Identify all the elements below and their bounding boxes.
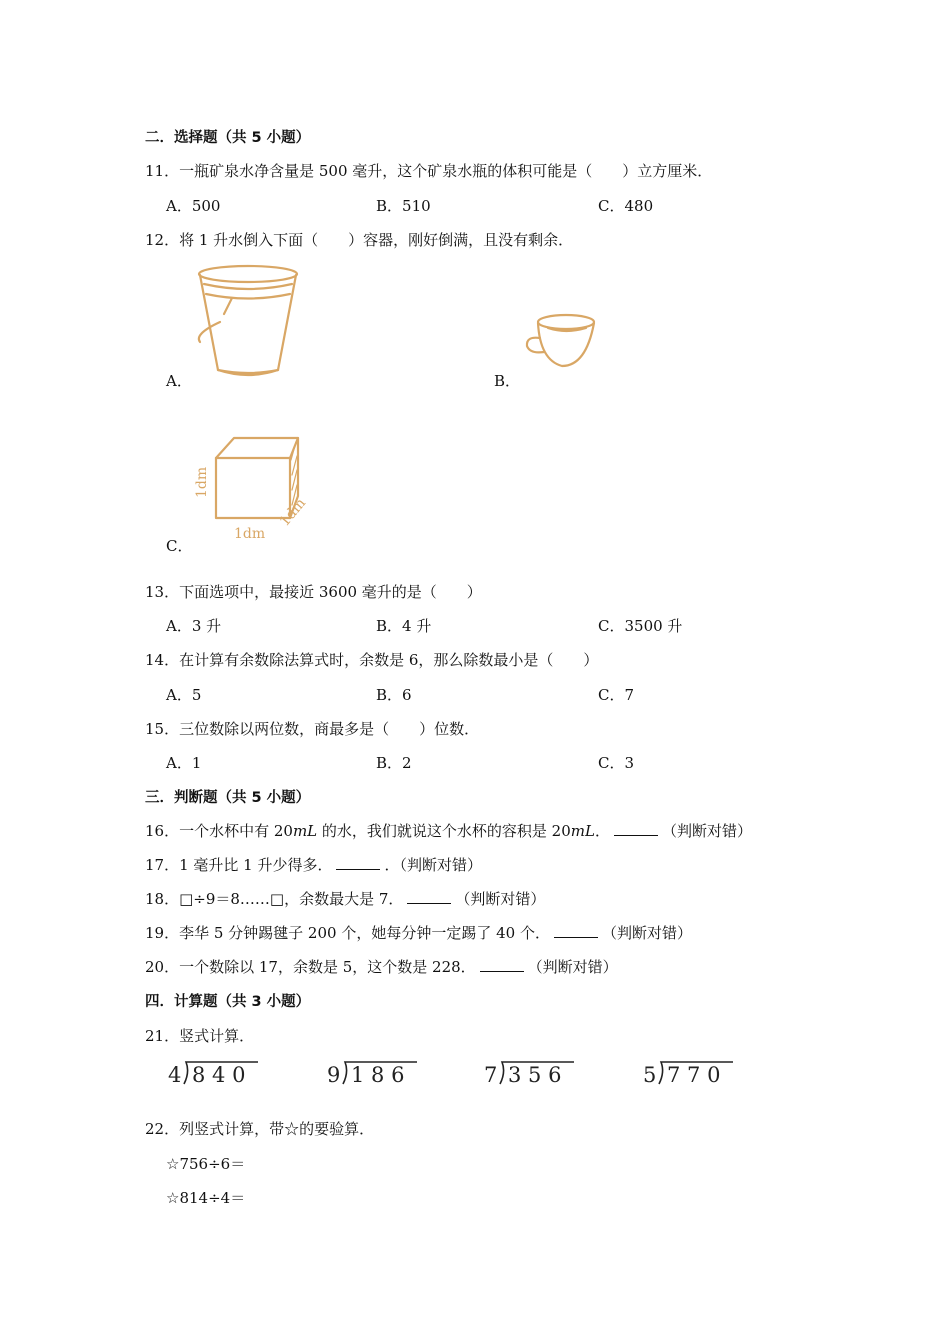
dividend-4: 7 7 0 bbox=[667, 1063, 721, 1087]
q16-unit-1: mL bbox=[292, 822, 318, 840]
question-16 bbox=[145, 820, 752, 841]
cube-label-side: 1dm bbox=[276, 495, 310, 530]
question-11: 11．一瓶矿泉水净含量是 500 毫升，这个矿泉水瓶的体积可能是（ ）立方厘米． bbox=[145, 162, 713, 180]
q12-option-b: B． bbox=[494, 372, 521, 390]
q15-option-a: A．1 bbox=[166, 754, 202, 772]
dividend-1: 8 4 0 bbox=[192, 1063, 246, 1087]
q16-text-1: 16．一个水杯中有 20 bbox=[145, 822, 293, 840]
q14-option-a: A．5 bbox=[166, 686, 202, 704]
question-12: 12．将 1 升水倒入下面（ ）容器，刚好倒满，且没有剩余． bbox=[145, 231, 574, 249]
cube-label-left: 1dm bbox=[194, 466, 210, 498]
divisor-1: 4 bbox=[168, 1063, 182, 1087]
section-title-judgement: 三．判断题（共 5 小题） bbox=[145, 790, 311, 806]
question-21: 21．竖式计算． bbox=[145, 1027, 255, 1045]
section-title-calculation: 四．计算题（共 3 小题） bbox=[145, 994, 311, 1010]
q11-option-a: A．500 bbox=[166, 197, 221, 215]
question-18 bbox=[145, 888, 545, 909]
question-13: 13．下面选项中，最接近 3600 毫升的是（ ） bbox=[145, 583, 482, 601]
question-19 bbox=[145, 922, 692, 943]
q16-text-3: ． bbox=[594, 822, 610, 840]
q18-text: 18．□÷9＝8……□，余数最大是 7． bbox=[145, 890, 404, 908]
long-division-1 bbox=[166, 1058, 261, 1090]
q22-line-2: ☆814÷4＝ bbox=[166, 1189, 246, 1207]
q20-text: 20．一个数除以 17，余数是 5，这个数是 228． bbox=[145, 958, 476, 976]
long-division-3 bbox=[482, 1058, 577, 1090]
long-division-2 bbox=[325, 1058, 420, 1090]
question-17 bbox=[145, 854, 482, 875]
divisor-4: 5 bbox=[643, 1063, 657, 1087]
long-division-4 bbox=[641, 1058, 736, 1090]
q17-answer-blank[interactable] bbox=[336, 857, 380, 870]
q16-answer-blank[interactable] bbox=[614, 823, 658, 836]
divisor-3: 7 bbox=[484, 1063, 498, 1087]
section-title-choice: 二．选择题（共 5 小题） bbox=[145, 130, 311, 146]
q20-answer-blank[interactable] bbox=[480, 959, 524, 972]
bucket-image bbox=[192, 262, 307, 380]
q16-unit-2: mL bbox=[570, 822, 595, 840]
q13-option-c: C．3500 升 bbox=[598, 617, 683, 635]
q18-answer-blank[interactable] bbox=[407, 891, 451, 904]
question-15: 15．三位数除以两位数，商最多是（ ）位数． bbox=[145, 720, 480, 738]
q12-option-c: C． bbox=[166, 537, 193, 555]
q16-text-2: 的水，我们就说这个水杯的容积是 20 bbox=[317, 822, 571, 840]
q18-tail: （判断对错） bbox=[455, 890, 546, 908]
q19-tail: （判断对错） bbox=[601, 924, 692, 942]
q15-option-b: B．2 bbox=[376, 754, 412, 772]
q19-text: 19．李华 5 分钟踢毽子 200 个，她每分钟一定踢了 40 个． bbox=[145, 924, 550, 942]
q13-option-a: A．3 升 bbox=[166, 617, 222, 635]
q13-option-b: B．4 升 bbox=[376, 617, 432, 635]
question-14: 14．在计算有余数除法算式时，余数是 6，那么除数最小是（ ） bbox=[145, 651, 599, 669]
q17-tail: ．（判断对错） bbox=[384, 856, 482, 874]
cube-label-bottom: 1dm bbox=[234, 526, 266, 542]
cube-image bbox=[192, 430, 317, 545]
divisor-2: 9 bbox=[327, 1063, 341, 1087]
q22-line-1: ☆756÷6＝ bbox=[166, 1155, 246, 1173]
q12-option-a: A． bbox=[166, 372, 192, 390]
question-20 bbox=[145, 956, 618, 977]
q14-option-b: B．6 bbox=[376, 686, 412, 704]
q20-tail: （判断对错） bbox=[527, 958, 618, 976]
q11-option-c: C．480 bbox=[598, 197, 654, 215]
q16-tail: （判断对错） bbox=[661, 822, 752, 840]
dividend-2: 1 8 6 bbox=[351, 1063, 405, 1087]
q11-option-b: B．510 bbox=[376, 197, 431, 215]
cup-image bbox=[524, 312, 600, 372]
q15-option-c: C．3 bbox=[598, 754, 635, 772]
q14-option-c: C．7 bbox=[598, 686, 635, 704]
dividend-3: 3 5 6 bbox=[508, 1063, 562, 1087]
question-22: 22．列竖式计算，带☆的要验算． bbox=[145, 1120, 375, 1138]
q19-answer-blank[interactable] bbox=[554, 925, 598, 938]
q17-text: 17．1 毫升比 1 升少得多． bbox=[145, 856, 333, 874]
